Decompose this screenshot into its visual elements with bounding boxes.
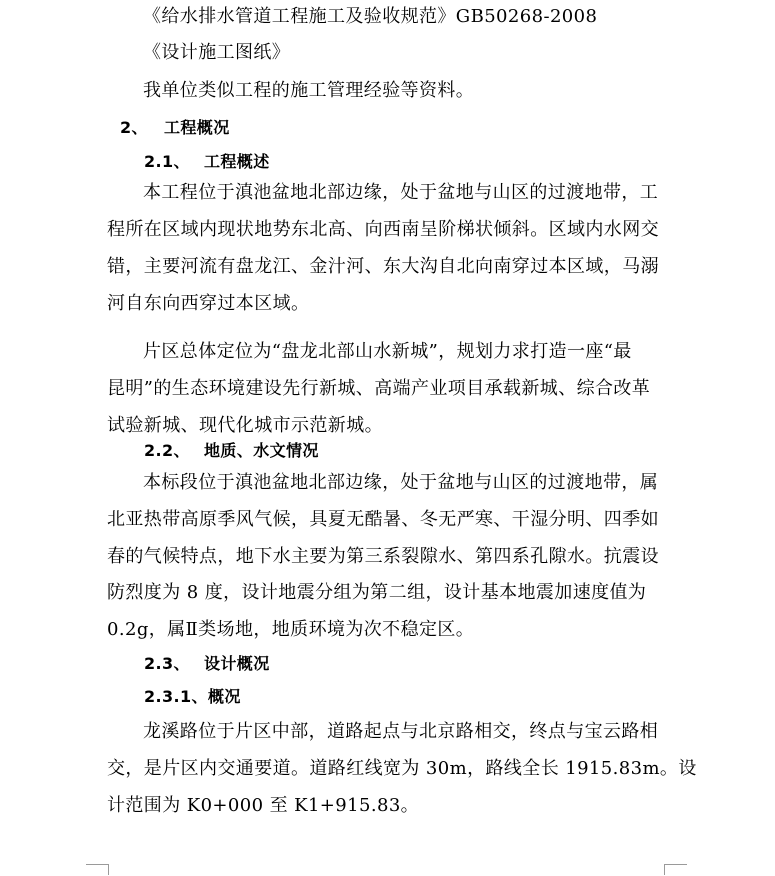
page-corner-mark-right (664, 864, 687, 875)
section-2-3-1-heading: 2.3.1、概况 (144, 687, 241, 706)
section-2-3-title: 设计概况 (204, 654, 270, 673)
paragraph-line: 昆明”的生态环境建设先行新城、高端产业项目承载新城、综合改革 (107, 378, 651, 399)
paragraph-line: 北亚热带高原季风气候，具夏无酷暑、冬无严寒、干湿分明、四季如 (107, 509, 659, 530)
reference-drawings: 《设计施工图纸》 (143, 42, 291, 63)
paragraph-line: 试验新城、现代化城市示范新城。 (107, 415, 383, 436)
paragraph-line: 0.2g，属Ⅱ类场地，地质环境为次不稳定区。 (107, 619, 475, 640)
section-2-3-number: 2.3、 (144, 654, 190, 673)
paragraph-line: 春的气候特点，地下水主要为第三系裂隙水、第四系孔隙水。抗震设 (107, 546, 659, 567)
section-2-1-title: 工程概述 (204, 152, 270, 171)
section-2-2-title: 地质、水文情况 (204, 441, 319, 460)
paragraph-line: 片区总体定位为“盘龙北部山水新城”，规划力求打造一座“最 (143, 341, 632, 362)
paragraph-line: 错，主要河流有盘龙江、金汁河、东大沟自北向南穿过本区域，马溺 (107, 256, 659, 277)
page-corner-mark-left (86, 864, 109, 875)
paragraph-line: 程所在区域内现状地势东北高、向西南呈阶梯状倾斜。区域内水网交 (107, 219, 659, 240)
paragraph-line: 龙溪路位于片区中部，道路起点与北京路相交，终点与宝云路相 (143, 721, 659, 742)
reference-experience: 我单位类似工程的施工管理经验等资料。 (143, 80, 475, 101)
section-2-title: 工程概况 (164, 118, 230, 137)
paragraph-line: 计范围为 K0+000 至 K1+915.83。 (107, 795, 420, 816)
reference-standard: 《给水排水管道工程施工及验收规范》GB50268-2008 (143, 6, 598, 27)
paragraph-line: 防烈度为 8 度，设计地震分组为第二组，设计基本地震加速度值为 (107, 582, 647, 603)
paragraph-line: 本标段位于滇池盆地北部边缘，处于盆地与山区的过渡地带，属 (143, 472, 659, 493)
section-2-1-number: 2.1、 (144, 152, 190, 171)
section-2-number: 2、 (120, 118, 148, 137)
paragraph-line: 河自东向西穿过本区域。 (107, 293, 310, 314)
paragraph-line: 本工程位于滇池盆地北部边缘，处于盆地与山区的过渡地带，工 (143, 182, 659, 203)
section-2-2-number: 2.2、 (144, 441, 190, 460)
paragraph-line: 交，是片区内交通要道。道路红线宽为 30m，路线全长 1915.83m。设 (107, 758, 697, 779)
